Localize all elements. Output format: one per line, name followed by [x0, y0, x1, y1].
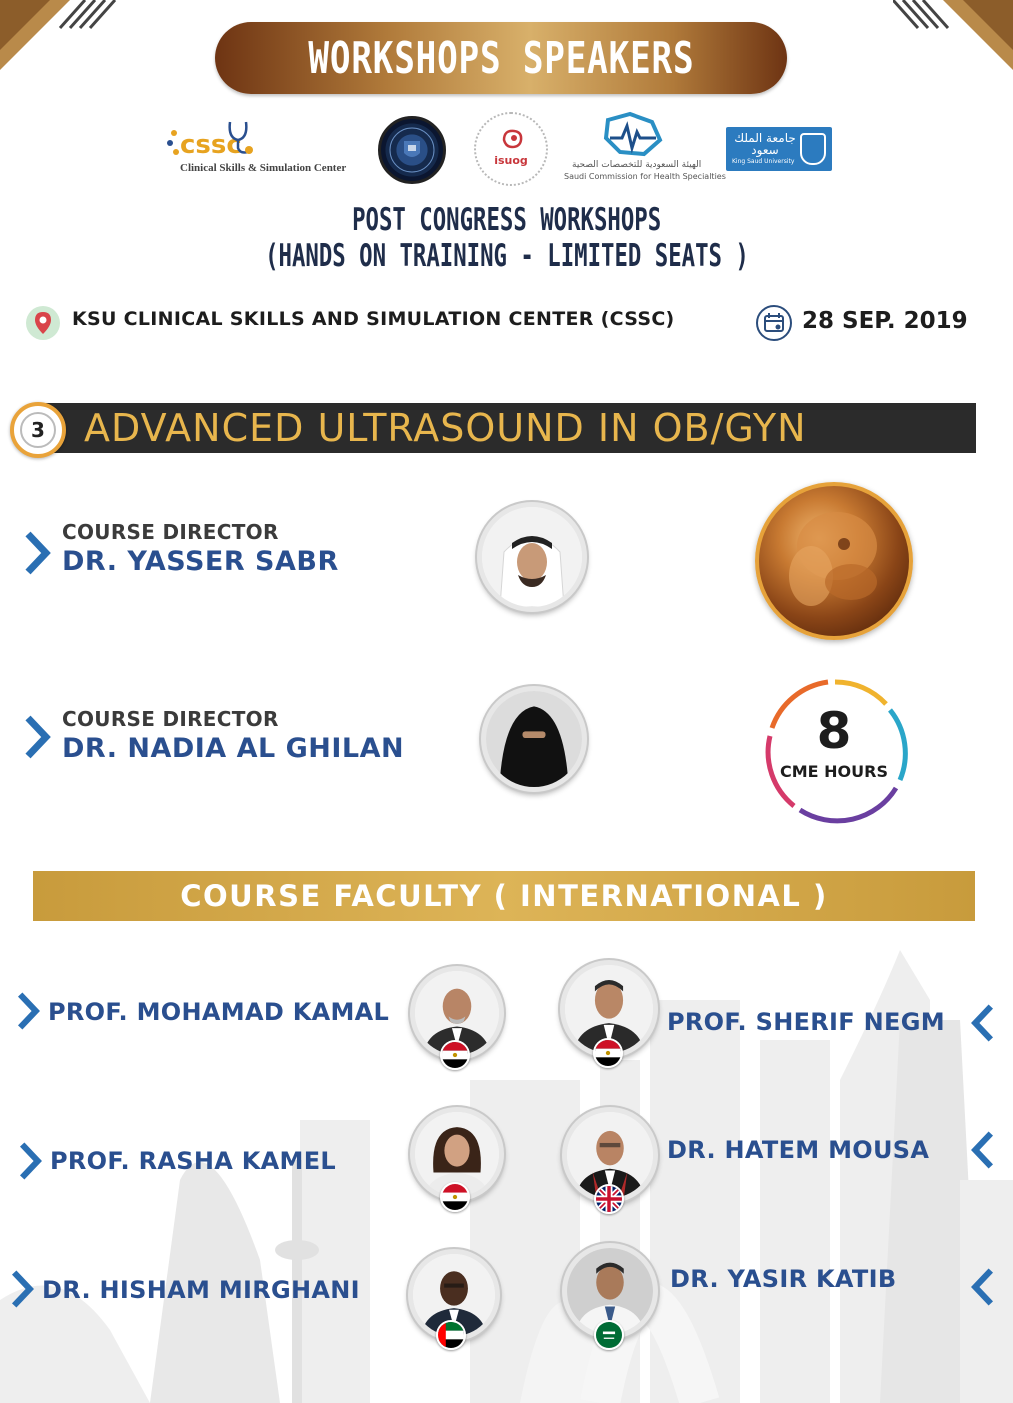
chevron-left-icon [970, 1129, 996, 1171]
flag-uae-icon [436, 1320, 466, 1350]
director-photo [477, 502, 587, 612]
chevron-right-icon [17, 1140, 43, 1182]
ultrasound-image [755, 482, 913, 640]
faculty-name: DR. HISHAM MIRGHANI [42, 1276, 360, 1304]
ksu-logo: جامعة الملك سعود King Saud University [726, 127, 832, 171]
map-pin-icon [26, 306, 60, 340]
fetus-ultrasound-icon [759, 486, 909, 636]
flag-egypt-icon [440, 1182, 470, 1212]
director-photo [481, 686, 587, 792]
isuog-logo: isuog [474, 112, 548, 186]
scfhs-logo: الهيئة السعودية للتخصصات الصحية Saudi Commission for Health Specialties [560, 110, 710, 185]
chevron-right-icon [22, 530, 52, 576]
director-role: COURSE DIRECTOR [62, 707, 279, 731]
corner-decoration-right [893, 0, 1013, 100]
director-name: DR. YASSER SABR [62, 546, 339, 577]
calendar-icon [756, 305, 792, 341]
heartbeat-map-icon [600, 110, 666, 160]
chevron-left-icon [970, 1002, 996, 1044]
venue-text: KSU CLINICAL SKILLS AND SIMULATION CENTER (CSSC) [72, 308, 675, 330]
faculty-name: DR. YASIR KATIB [670, 1265, 897, 1293]
chevron-right-icon [15, 990, 41, 1032]
shield-icon [381, 119, 443, 181]
flag-saudi-icon [594, 1320, 624, 1350]
workshop-number-badge: 3 [10, 402, 66, 458]
director-role: COURSE DIRECTOR [62, 520, 279, 544]
chevron-right-icon [9, 1268, 35, 1310]
fetus-icon [500, 128, 526, 150]
faculty-heading-bar [33, 871, 975, 921]
faculty-heading: COURSE FACULTY ( INTERNATIONAL ) [180, 879, 828, 913]
event-date: 28 SEP. 2019 [802, 308, 968, 334]
flag-egypt-icon [593, 1038, 623, 1068]
cme-hours-value: 8 [816, 702, 852, 760]
post-congress-subtitle: (HANDS ON TRAINING - LIMITED SEATS ) [264, 238, 749, 274]
person-niqab-icon [486, 691, 582, 787]
faculty-name: PROF. MOHAMAD KAMAL [48, 998, 390, 1026]
workshop-title: ADVANCED ULTRASOUND IN OB/GYN [84, 406, 807, 450]
stethoscope-icon [226, 120, 254, 156]
chevron-right-icon [22, 714, 52, 760]
faculty-name: PROF. SHERIF NEGM [667, 1008, 945, 1036]
cssc-logo: cssc Clinical Skills & Simulation Center [166, 120, 366, 180]
person-ghutra-icon [482, 507, 582, 607]
director-name: DR. NADIA AL GHILAN [62, 733, 405, 764]
faculty-name: DR. HATEM MOUSA [667, 1136, 930, 1164]
university-seal-logo [378, 116, 446, 184]
chevron-left-icon [970, 1266, 996, 1308]
cme-hours-label: CME HOURS [780, 762, 888, 781]
page-title: WORKSHOPS SPEAKERS [308, 32, 694, 84]
flag-uk-icon [594, 1184, 624, 1214]
flag-egypt-icon [440, 1040, 470, 1070]
header-ribbon [215, 22, 787, 94]
faculty-name: PROF. RASHA KAMEL [50, 1147, 337, 1175]
crest-icon [800, 133, 826, 165]
post-congress-title: POST CONGRESS WORKSHOPS [351, 202, 662, 238]
corner-decoration-left [0, 0, 120, 100]
